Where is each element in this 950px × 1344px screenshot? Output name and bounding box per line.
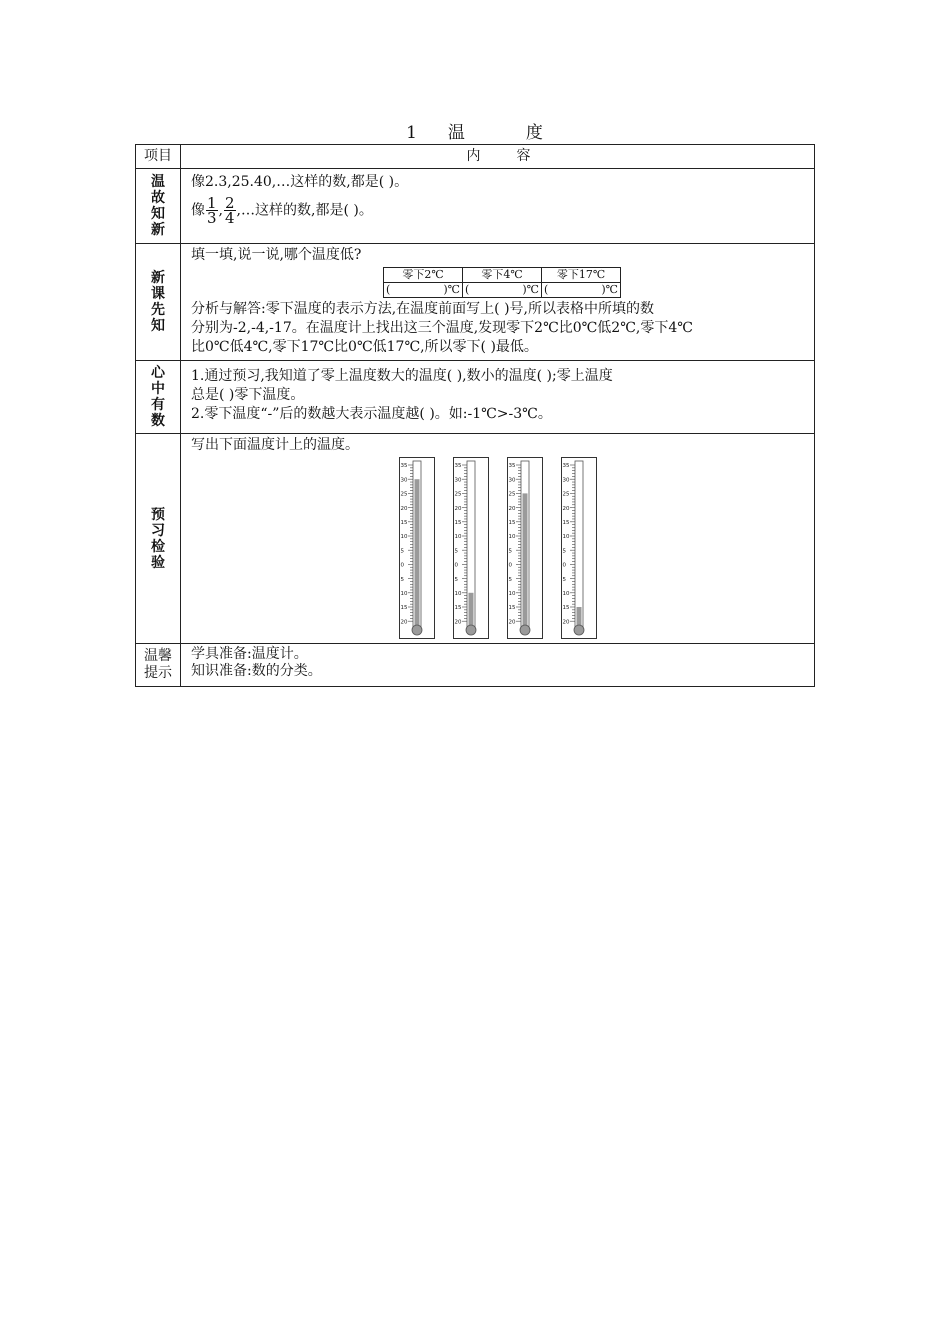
tick-label: 15 [508, 520, 516, 526]
thermometer-bulb [466, 625, 476, 635]
summary-content [181, 361, 815, 434]
title-word-1: 温 [447, 123, 466, 143]
tick-label: 20 [400, 505, 408, 512]
tick-label: 10 [454, 534, 462, 541]
tick-label: 15 [454, 605, 462, 612]
tick-label: 10 [400, 534, 408, 541]
tick-label: 5 [400, 576, 404, 583]
new-lesson-label: 新 课 先 知 [136, 244, 181, 361]
tick-label: 20 [508, 505, 516, 512]
tick-label: 30 [400, 477, 408, 484]
page-title [0, 118, 950, 143]
tick-label: 5 [454, 576, 458, 583]
tick-label: 30 [562, 477, 570, 484]
analysis-line-2: 分别为-2,-4,-17。在温度计上找出这三个温度,发现零下2℃比0℃低2℃,零下4℃ [191, 320, 693, 336]
summary-label: 心 中 有 数 [136, 361, 181, 434]
tick-label: 35 [454, 463, 462, 470]
thermometer-group [191, 457, 806, 641]
tick-label: 35 [562, 463, 570, 470]
temp-answer-3[interactable]: ( )℃ [542, 283, 621, 298]
tick-label: 20 [454, 505, 462, 512]
fraction-1-3: $\frac{1}{3}$ [207, 194, 217, 227]
tick-label: 0 [562, 562, 566, 569]
tick-label: 15 [454, 520, 462, 526]
thermometer-2 [453, 457, 489, 639]
tick-label: 0 [508, 562, 512, 569]
tick-label: 25 [454, 491, 462, 498]
tick-label: 10 [400, 591, 408, 597]
review-line-1: 像2.3,25.40,…这样的数,都是( )。 [191, 174, 409, 190]
title-number: 1 [406, 123, 418, 143]
summary-line-2: 总是( )零下温度。 [191, 387, 305, 403]
tick-label: 35 [508, 463, 516, 470]
analysis-line-1: 分析与解答:零下温度的表示方法,在温度前面写上( )号,所以表格中所填的数 [191, 301, 654, 317]
tick-label: 15 [400, 605, 408, 612]
tick-label: 5 [562, 548, 566, 555]
review-row [136, 169, 815, 244]
thermometer-bulb [520, 625, 530, 635]
review-label: 温 故 知 新 [136, 169, 181, 244]
tick-label: 15 [562, 520, 570, 526]
tick-label: 10 [508, 591, 516, 597]
thermometer-tube [575, 461, 583, 629]
temp-label-1: 零下2℃ [384, 268, 463, 283]
tips-content [181, 644, 815, 687]
tick-label: 25 [562, 491, 570, 498]
tick-label: 25 [400, 491, 408, 498]
tick-label: 20 [562, 505, 570, 512]
tips-line-2: 知识准备:数的分类。 [191, 663, 322, 679]
tick-label: 5 [508, 576, 512, 583]
thermometer-1 [399, 457, 435, 639]
new-lesson-intro: 填一填,说一说,哪个温度低? [191, 247, 362, 263]
tick-label: 0 [454, 562, 458, 569]
tick-label: 20 [508, 619, 516, 626]
tick-label: 5 [508, 548, 512, 555]
tick-label: 25 [508, 491, 516, 498]
check-row [136, 434, 815, 644]
thermometer-3 [507, 457, 543, 639]
preview-table [135, 144, 815, 687]
new-lesson-row [136, 244, 815, 361]
tick-label: 10 [562, 534, 570, 541]
tick-label: 30 [508, 477, 516, 484]
tips-line-1: 学具准备:温度计。 [191, 646, 308, 662]
tick-label: 20 [562, 619, 570, 626]
tips-label: 温馨 提示 [136, 644, 181, 687]
temp-answer-2[interactable]: ( )℃ [463, 283, 542, 298]
tick-label: 10 [508, 534, 516, 541]
thermometer-bulb [412, 625, 422, 635]
temp-label-2: 零下4℃ [463, 268, 542, 283]
summary-line-1: 1.通过预习,我知道了零上温度数大的温度( ),数小的温度( );零上温度 [191, 368, 613, 384]
fraction-2-4: $\frac{2}{4}$ [225, 194, 235, 227]
thermometer-4 [561, 457, 597, 639]
tick-label: 5 [454, 548, 458, 555]
mercury-column [415, 479, 420, 629]
tick-label: 20 [454, 619, 462, 626]
tick-label: 10 [454, 591, 462, 597]
header-item: 项目 [136, 145, 181, 169]
tick-label: 35 [400, 463, 408, 470]
tick-label: 20 [400, 619, 408, 626]
tick-label: 15 [562, 605, 570, 612]
header-content: 内 容 [181, 145, 815, 169]
header-row [136, 145, 815, 169]
thermometer-bulb [574, 625, 584, 635]
analysis-line-3: 比0℃低4℃,零下17℃比0℃低17℃,所以零下( )最低。 [191, 339, 538, 355]
tick-label: 15 [400, 520, 408, 526]
tick-label: 30 [454, 477, 462, 484]
check-label: 预 习 检 验 [136, 434, 181, 644]
temp-answer-1[interactable]: ( )℃ [384, 283, 463, 298]
tick-label: 5 [562, 576, 566, 583]
tick-label: 10 [562, 591, 570, 597]
check-intro: 写出下面温度计上的温度。 [191, 437, 359, 453]
tick-label: 15 [508, 605, 516, 612]
temp-label-3: 零下17℃ [542, 268, 621, 283]
review-content [181, 169, 815, 244]
title-word-2: 度 [525, 123, 544, 143]
check-content [181, 434, 815, 644]
summary-row [136, 361, 815, 434]
mercury-column [523, 493, 528, 629]
mercury-column [469, 593, 474, 629]
summary-line-3: 2.零下温度“-”后的数越大表示温度越( )。如:-1℃>-3℃。 [191, 406, 552, 422]
new-lesson-content [181, 244, 815, 361]
tick-label: 5 [400, 548, 404, 555]
tick-label: 0 [400, 562, 404, 569]
temperature-fill-table [383, 267, 621, 298]
tips-row [136, 644, 815, 687]
review-line-2: 像 $\frac{1}{3}$ , $\frac{2}{4}$ ,…这样的数,都是( )。 [191, 194, 373, 227]
